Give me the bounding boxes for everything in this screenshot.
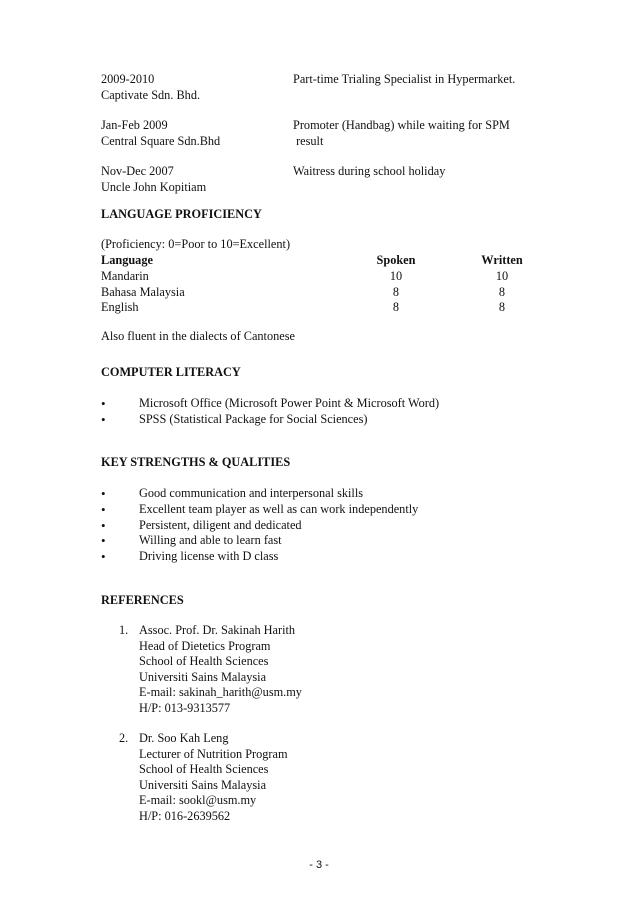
reference-email: E-mail: sakinah_harith@usm.my [139,685,302,699]
reference-number: 2. [119,731,129,745]
reference-university: Universiti Sains Malaysia [139,778,267,792]
section-heading: COMPUTER LITERACY [101,365,241,379]
experience-company: Captivate Sdn. Bhd. [101,88,201,102]
list-item: Good communication and interpersonal skills [139,486,364,500]
list-item: Driving license with D class [139,549,279,563]
reference-name: Dr. Soo Kah Leng [139,731,229,745]
reference-name: Assoc. Prof. Dr. Sakinah Harith [139,623,296,637]
language-name: English [101,300,139,314]
experience-period: 2009-2010 [101,72,155,86]
experience-period: Nov-Dec 2007 [101,164,174,178]
reference-university: Universiti Sains Malaysia [139,670,267,684]
reference-email: E-mail: sookl@usm.my [139,793,257,807]
bullet-icon: • [101,518,106,533]
experience-company: Central Square Sdn.Bhd [101,134,221,148]
reference-phone: H/P: 013-9313577 [139,701,231,715]
reference-school: School of Health Sciences [139,762,269,776]
written-score: 8 [498,285,506,299]
reference-phone: H/P: 016-2639562 [139,809,231,823]
section-heading: REFERENCES [101,593,184,607]
list-item: Microsoft Office (Microsoft Power Point & Microsoft Word) [139,396,440,410]
language-name: Bahasa Malaysia [101,285,185,299]
experience-role: Part-time Trialing Specialist in Hypermarket. [293,72,516,86]
bullet-icon: • [101,549,106,564]
column-header-language: Language [101,253,153,267]
bullet-icon: • [101,486,106,501]
proficiency-scale-note: (Proficiency: 0=Poor to 10=Excellent) [101,237,291,251]
language-note: Also fluent in the dialects of Cantonese [101,329,295,343]
spoken-score: 8 [392,300,400,314]
bullet-icon: • [101,533,106,548]
reference-number: 1. [119,623,129,637]
experience-period: Jan-Feb 2009 [101,118,168,132]
written-score: 8 [498,300,506,314]
section-heading: KEY STRENGTHS & QUALITIES [101,455,291,469]
spoken-score: 8 [392,285,400,299]
page-number: - 3 - [309,859,329,871]
experience-role: result [293,134,324,148]
list-item: SPSS (Statistical Package for Social Sciences) [139,412,368,426]
reference-school: School of Health Sciences [139,654,269,668]
bullet-icon: • [101,396,106,411]
language-name: Mandarin [101,269,149,283]
column-header-spoken: Spoken [376,253,416,267]
bullet-icon: • [101,502,106,517]
reference-title: Lecturer of Nutrition Program [139,747,288,761]
bullet-icon: • [101,412,106,427]
reference-title: Head of Dietetics Program [139,639,271,653]
experience-role: Promoter (Handbag) while waiting for SPM [293,118,510,132]
experience-role: Waitress during school holiday [293,164,446,178]
section-heading: LANGUAGE PROFICIENCY [101,207,262,221]
experience-company: Uncle John Kopitiam [101,180,207,194]
list-item: Persistent, diligent and dedicated [139,518,302,532]
spoken-score: 10 [389,269,403,283]
list-item: Willing and able to learn fast [139,533,282,547]
column-header-written: Written [481,253,523,267]
written-score: 10 [495,269,509,283]
list-item: Excellent team player as well as can work independently [139,502,419,516]
